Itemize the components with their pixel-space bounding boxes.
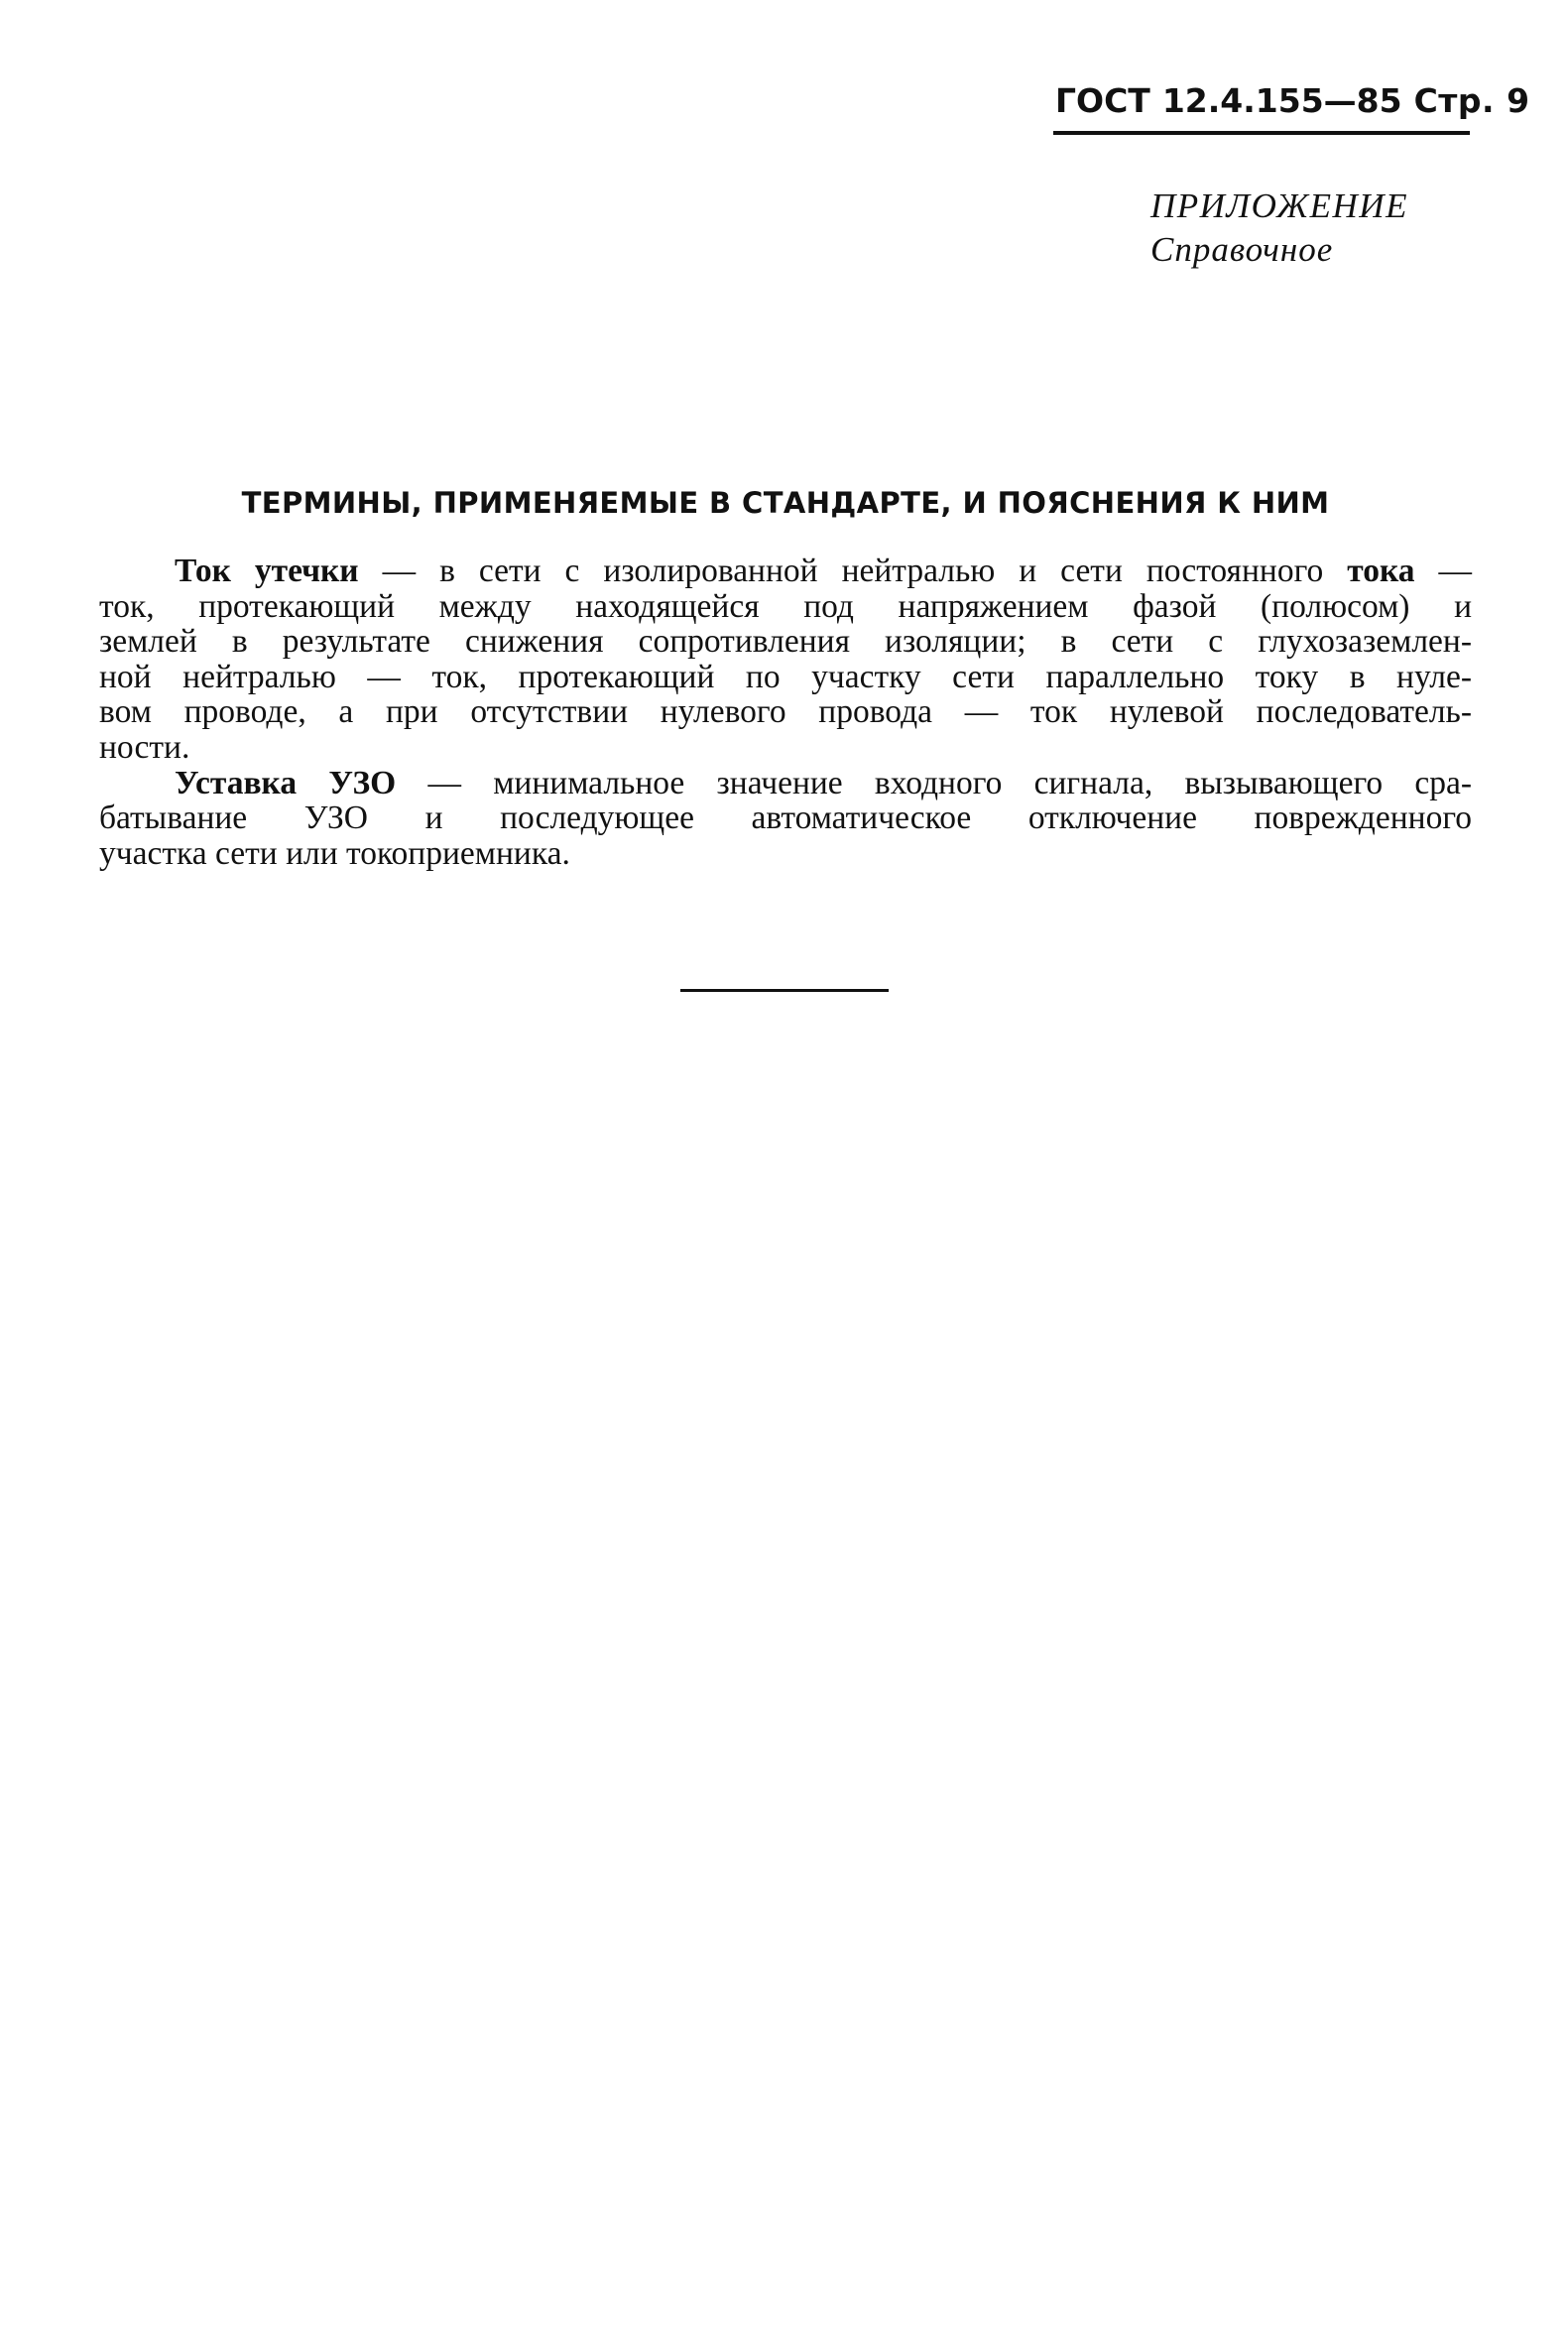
page-header	[1055, 81, 1530, 120]
term-2-name: Уставка	[175, 764, 298, 801]
appendix-label	[1150, 184, 1448, 272]
section-title: ТЕРМИНЫ, ПРИМЕНЯЕМЫЕ В СТАНДАРТЕ, И ПОЯСНЕНИЯ К НИМ	[241, 486, 1330, 520]
term-1-line-4: ной нейтралью — ток, протекающий по участку сети параллельно току в нуле-	[99, 658, 1472, 695]
header-rule	[1053, 131, 1470, 135]
term-2-line-2: батывание УЗО и последующее автоматическое отключение поврежденного	[99, 799, 1472, 837]
appendix-title: ПРИЛОЖЕНИЕ	[1150, 186, 1408, 225]
standard-prefix: ГОСТ	[1055, 81, 1150, 120]
term-1-line-5: вом проводе, а при отсутствии нулевого провода — ток нулевой последователь-	[99, 693, 1472, 731]
term-2-line-1	[99, 766, 1472, 801]
term-1-name-cont: тока	[1347, 553, 1415, 589]
term-1-line-1	[99, 553, 1472, 589]
page-number: Стр. 9	[1413, 81, 1530, 120]
standard-number: 12.4.155—85	[1161, 81, 1402, 120]
term-1-line-3: землей в результате снижения сопротивления изоляции; в сети с глухозаземлен-	[99, 623, 1472, 661]
term-1-text: — в сети с изолированной нейтралью и сети постоянного	[358, 553, 1348, 589]
term-1-name: Ток утечки	[175, 553, 359, 589]
terms-body	[99, 553, 1472, 871]
term-1-dash: —	[1414, 553, 1472, 589]
term-2-text: — минимальное значение входного сигнала, вызывающего сра-	[396, 764, 1472, 801]
term-1-line-2: ток, протекающий между находящейся под напряжением фазой (полюсом) и	[99, 587, 1472, 625]
term-2-abbr: УЗО	[328, 764, 397, 801]
end-rule	[680, 989, 889, 992]
term-1-line-6: ности.	[99, 728, 190, 766]
term-2-line-3: участка сети или токоприемника.	[99, 834, 570, 872]
appendix-subtitle: Справочное	[1150, 230, 1334, 269]
